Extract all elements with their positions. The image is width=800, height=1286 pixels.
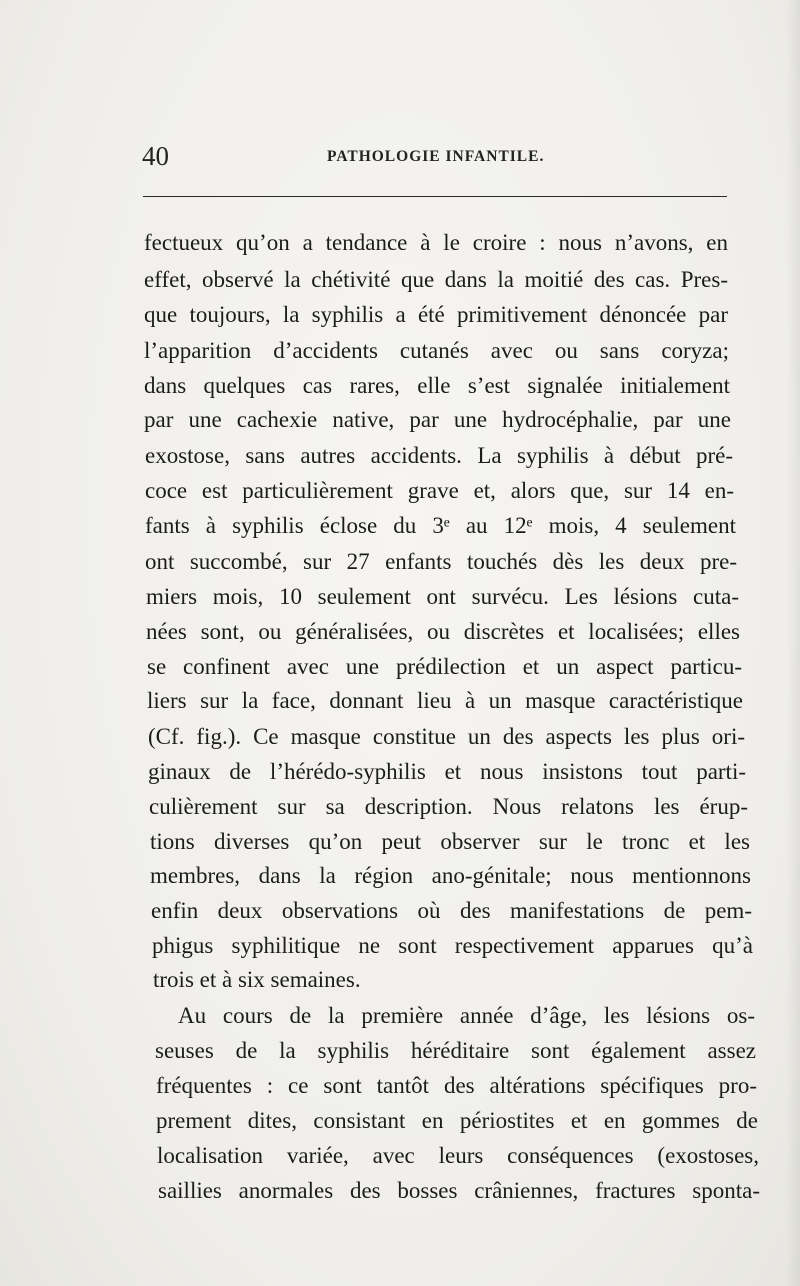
text-line: exostose, sans autres accidents. La syphilis à début pré- [145,443,733,468]
text-line: fréquentes : ce sont tantôt des altérations spécifiques pro- [156,1073,757,1098]
text-line: ont succombé, sur 27 enfants touchés dès les deux pre- [145,549,737,574]
text-line: que toujours, la syphilis a été primitivement dénoncée par [144,302,728,327]
text-line: fectueux qu’on a tendance à le croire : nous n’avons, en [144,230,728,255]
text-line: membres, dans la région ano-génitale; nous mentionnons [150,863,751,888]
text-line: phigus syphilitique ne sont respectivement apparues qu’à [152,933,753,958]
text-line: ginaux de l’hérédo-syphilis et nous insistons tout parti- [148,759,746,784]
text-line: coce est particulièrement grave et, alors que, sur 14 en- [145,478,734,503]
header-rule [143,196,727,197]
text-line: saillies anormales des bosses crâniennes, fractures sponta- [158,1178,760,1203]
running-title: PATHOLOGIE INFANTILE. [327,148,545,165]
running-head [142,138,726,174]
page-edge-shadow [786,0,800,1286]
text-line: localisation variée, avec leurs conséquences (exostoses, [157,1143,759,1168]
text-line: par une cachexie native, par une hydrocéphalie, par une [144,407,731,432]
text-line: culièrement sur sa description. Nous relatons les érup- [149,794,748,819]
text-line: seuses de la syphilis héréditaire sont également assez [155,1038,756,1063]
text-line: Au cours de la première année d’âge, les lésions os- [178,1003,755,1028]
text-line: effet, observé la chétivité que dans la moitié des cas. Pres- [144,267,728,292]
text-line: prement dites, consistant en périostites et en gommes de [156,1108,758,1133]
text-line: dans quelques cas rares, elle s’est signalée initialement [144,373,730,398]
text-line: l’apparition d’accidents cutanés avec ou sans coryza; [144,338,729,363]
text-line: trois et à six semaines. [153,967,361,992]
text-line: fants à syphilis éclose du 3ᵉ au 12ᵉ mois, 4 seulement [145,513,736,538]
text-line: se confinent avec une prédilection et un aspect particu- [147,654,742,679]
text-line: liers sur la face, donnant lieu à un masque caractéristique [147,688,743,713]
text-line: (Cf. fig.). Ce masque constitue un des aspects les plus ori- [148,724,745,749]
text-line: miers mois, 10 seulement ont survécu. Les lésions cuta- [146,584,739,609]
page-number: 40 [142,141,169,171]
text-line: tions diverses qu’on peut observer sur le tronc et les [150,829,750,854]
text-line: nées sont, ou généralisées, ou discrètes et localisées; elles [146,619,740,644]
text-line: enfin deux observations où des manifestations de pem- [151,898,752,923]
